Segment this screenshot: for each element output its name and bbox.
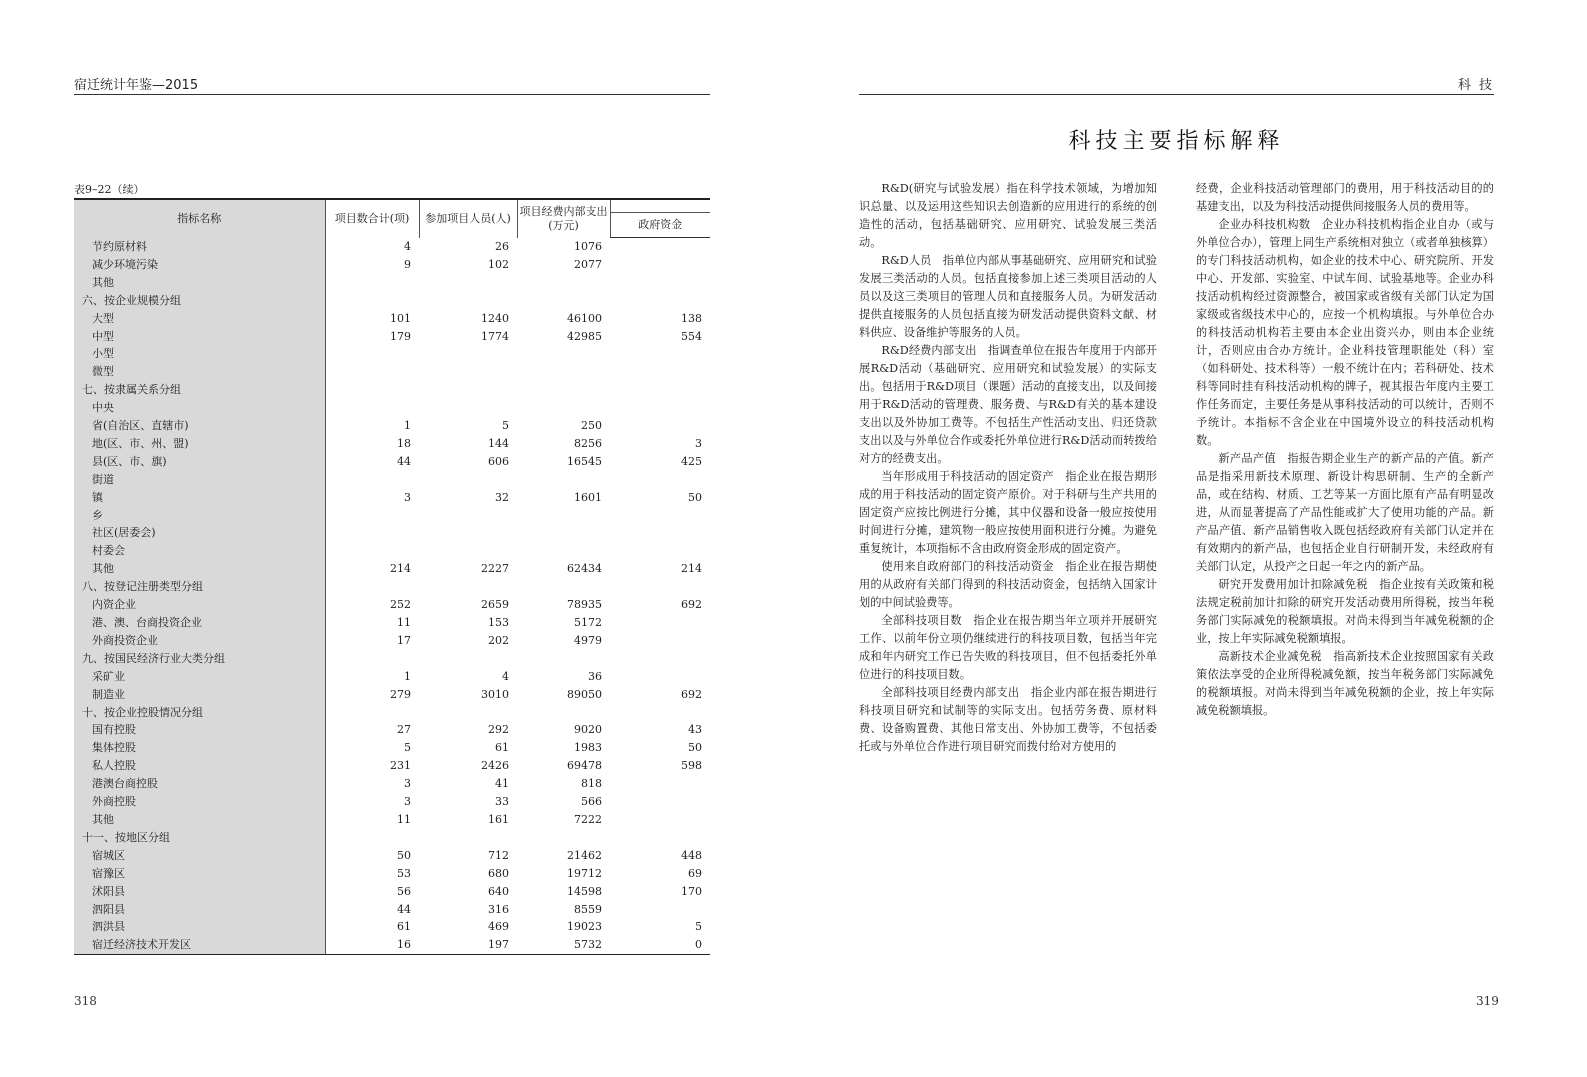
table-row bbox=[74, 847, 710, 865]
row-name: 节约原材料 bbox=[74, 238, 325, 256]
cell-personnel bbox=[419, 704, 517, 722]
cell-expenditure: 78935 bbox=[567, 598, 602, 612]
row-name: 国有控股 bbox=[74, 721, 325, 739]
table-row bbox=[74, 865, 710, 883]
table-row bbox=[74, 560, 710, 578]
cell-personnel bbox=[419, 381, 517, 399]
cell-personnel: 197 bbox=[419, 936, 517, 954]
row-name: 中型 bbox=[74, 328, 325, 346]
cell-expenditure: 1076 bbox=[574, 239, 602, 253]
definition-paragraph: 全部科技项目经费内部支出 指企业内部在报告期进行科技项目研究和试制等的实际支出。包括劳务费、原材料费、设备购置费、其他日常支出、外协加工费等，不包括委托或与外单位合作进行项目研究而拨付给对方使用的 bbox=[859, 686, 1157, 753]
cell-expenditure bbox=[517, 363, 610, 381]
page-number: 319 bbox=[1476, 994, 1499, 1008]
row-name: 其他 bbox=[74, 811, 325, 829]
cell-govt-funds bbox=[610, 345, 710, 363]
cell-projects bbox=[325, 542, 419, 560]
table-row bbox=[74, 435, 710, 453]
cell-govt-funds bbox=[610, 363, 710, 381]
cell-govt-funds: 170 bbox=[681, 884, 702, 898]
cell-expenditure bbox=[517, 507, 610, 525]
row-name: 八、按登记注册类型分组 bbox=[74, 578, 325, 596]
cell-expenditure: 89050 bbox=[567, 687, 602, 701]
cell-projects bbox=[325, 471, 419, 489]
cell-govt-funds bbox=[610, 292, 710, 310]
table-row bbox=[74, 256, 710, 274]
cell-govt-funds: 214 bbox=[681, 562, 702, 576]
cell-expenditure bbox=[517, 542, 610, 560]
definition-paragraph: 企业办科技机构数 企业办科技机构指企业自办（或与外单位合办），管理上同生产系统相对独立（或者单独核算）的专门科技活动机构，如企业的技术中心、研究院所、开发中心、开发部、实验室、中试车间、试验基地等。企业办科技活动机构经过资源整合，被国家或省级有关部门认定为国家级或省级技术中心的，应按一个机构填报。与外单位合办的科技活动机构若主要由本企业出资兴办，则由本企业统计，否则应由合办方统计。企业科技管理职能处（科）室（如科研处、技术科等）一般不统计在内；若科研处、技术科等同时挂有科技活动机构的牌子，视其报告年度内主要工作任务而定，主要任务是从事科技活动的可以统计，否则不予统计。本指标不含企业在中国境外设立的科技活动机构数。 bbox=[1196, 218, 1494, 447]
definition-paragraph: 使用来自政府部门的科技活动资金 指企业在报告期使用的从政府有关部门得到的科技活动资金，包括纳入国家计划的中间试验费等。 bbox=[859, 560, 1157, 609]
cell-expenditure: 62434 bbox=[567, 562, 602, 576]
definition-paragraph: 当年形成用于科技活动的固定资产 指企业在报告期形成的用于科技活动的固定资产原价。对于科研与生产共用的固定资产应按比例进行分摊，其中仪器和设备一般应按使用时间进行分摊，建筑物一般应按使用面积进行分摊。为避免重复统计，本项指标不含由政府资金形成的固定资产。 bbox=[859, 470, 1157, 555]
cell-projects: 53 bbox=[397, 866, 411, 880]
cell-personnel bbox=[419, 542, 517, 560]
cell-personnel: 33 bbox=[495, 795, 509, 809]
running-head: 宿迁统计年鉴—2015 bbox=[74, 74, 710, 95]
table-row bbox=[74, 775, 710, 793]
table-row bbox=[74, 489, 710, 507]
cell-govt-funds: 69 bbox=[688, 866, 702, 880]
cell-projects: 1 bbox=[404, 419, 411, 433]
cell-expenditure: 7222 bbox=[574, 812, 602, 826]
cell-personnel: 469 bbox=[488, 920, 509, 934]
cell-expenditure: 566 bbox=[581, 795, 602, 809]
cell-projects: 3 bbox=[404, 777, 411, 791]
table-row bbox=[74, 757, 710, 775]
cell-govt-funds bbox=[610, 704, 710, 722]
table-row bbox=[74, 739, 710, 757]
cell-expenditure: 69478 bbox=[567, 759, 602, 773]
cell-personnel: 41 bbox=[495, 777, 509, 791]
cell-personnel: 2227 bbox=[481, 562, 509, 576]
cell-govt-funds bbox=[610, 256, 710, 274]
cell-projects: 179 bbox=[390, 329, 411, 343]
row-name: 地(区、市、州、盟) bbox=[74, 435, 325, 453]
cell-govt-funds: 50 bbox=[688, 741, 702, 755]
cell-govt-funds bbox=[610, 274, 710, 292]
header-projects: 项目数合计(项) bbox=[325, 199, 419, 238]
cell-personnel bbox=[419, 650, 517, 668]
cell-expenditure: 250 bbox=[581, 419, 602, 433]
text-column-right bbox=[1196, 180, 1494, 720]
table-row bbox=[74, 542, 710, 560]
cell-govt-funds: 598 bbox=[681, 759, 702, 773]
table-row bbox=[74, 363, 710, 381]
cell-govt-funds: 692 bbox=[681, 687, 702, 701]
cell-projects bbox=[325, 381, 419, 399]
cell-expenditure: 1601 bbox=[574, 490, 602, 504]
row-name: 宿豫区 bbox=[74, 865, 325, 883]
cell-projects: 18 bbox=[397, 436, 411, 450]
cell-govt-funds bbox=[610, 542, 710, 560]
table-row bbox=[74, 345, 710, 363]
cell-govt-funds: 5 bbox=[695, 920, 702, 934]
table-row bbox=[74, 668, 710, 686]
row-name: 港、澳、台商投资企业 bbox=[74, 614, 325, 632]
cell-govt-funds bbox=[610, 614, 710, 632]
cell-personnel: 640 bbox=[488, 884, 509, 898]
row-name: 小型 bbox=[74, 345, 325, 363]
text-column-left bbox=[859, 180, 1157, 756]
cell-expenditure: 8559 bbox=[574, 902, 602, 916]
row-name: 九、按国民经济行业大类分组 bbox=[74, 650, 325, 668]
cell-expenditure bbox=[517, 345, 610, 363]
cell-personnel: 2426 bbox=[481, 759, 509, 773]
cell-govt-funds bbox=[610, 399, 710, 417]
row-name: 其他 bbox=[74, 560, 325, 578]
cell-projects: 3 bbox=[404, 490, 411, 504]
cell-expenditure: 19023 bbox=[567, 920, 602, 934]
row-name: 六、按企业规模分组 bbox=[74, 292, 325, 310]
table-row bbox=[74, 901, 710, 919]
cell-personnel: 202 bbox=[488, 633, 509, 647]
cell-projects: 101 bbox=[390, 311, 411, 325]
cell-personnel: 61 bbox=[495, 741, 509, 755]
table-row bbox=[74, 614, 710, 632]
table-row bbox=[74, 310, 710, 328]
row-name: 七、按隶属关系分组 bbox=[74, 381, 325, 399]
cell-govt-funds: 448 bbox=[681, 848, 702, 862]
cell-govt-funds bbox=[610, 507, 710, 525]
cell-govt-funds: 0 bbox=[610, 936, 710, 954]
cell-govt-funds bbox=[610, 632, 710, 650]
cell-personnel: 1774 bbox=[481, 329, 509, 343]
cell-expenditure: 46100 bbox=[567, 311, 602, 325]
definition-paragraph: 研究开发费用加计扣除减免税 指企业按有关政策和税法规定税前加计扣除的研究开发活动费用所得税，按当年税务部门实际减免的税额填报。对尚未得到当年减免税额的企业，按上年实际减免税额填报。 bbox=[1196, 578, 1494, 645]
cell-personnel: 4 bbox=[502, 669, 509, 683]
cell-govt-funds bbox=[610, 668, 710, 686]
cell-projects bbox=[325, 363, 419, 381]
cell-projects: 27 bbox=[397, 723, 411, 737]
cell-personnel bbox=[419, 471, 517, 489]
cell-personnel: 32 bbox=[495, 490, 509, 504]
table-row bbox=[74, 399, 710, 417]
cell-personnel bbox=[419, 507, 517, 525]
row-name: 社区(居委会) bbox=[74, 524, 325, 542]
cell-projects: 279 bbox=[390, 687, 411, 701]
cell-personnel: 2659 bbox=[481, 598, 509, 612]
table-row bbox=[74, 292, 710, 310]
table-row bbox=[74, 704, 710, 722]
cell-expenditure: 8256 bbox=[574, 436, 602, 450]
cell-expenditure: 14598 bbox=[567, 884, 602, 898]
cell-personnel bbox=[419, 829, 517, 847]
cell-projects: 214 bbox=[390, 562, 411, 576]
row-name: 泗洪县 bbox=[74, 918, 325, 936]
cell-personnel: 712 bbox=[488, 848, 509, 862]
table-row bbox=[74, 793, 710, 811]
cell-projects: 11 bbox=[397, 812, 411, 826]
cell-govt-funds: 43 bbox=[688, 723, 702, 737]
cell-govt-funds bbox=[610, 829, 710, 847]
header-indicator-name: 指标名称 bbox=[74, 199, 325, 238]
cell-expenditure: 2077 bbox=[574, 257, 602, 271]
row-name: 减少环境污染 bbox=[74, 256, 325, 274]
cell-projects: 3 bbox=[404, 795, 411, 809]
cell-expenditure: 1983 bbox=[574, 741, 602, 755]
table-row bbox=[74, 596, 710, 614]
cell-personnel bbox=[419, 292, 517, 310]
row-name: 镇 bbox=[74, 489, 325, 507]
statistics-table bbox=[74, 198, 710, 955]
cell-personnel: 292 bbox=[488, 723, 509, 737]
cell-projects: 44 bbox=[397, 454, 411, 468]
row-name: 其他 bbox=[74, 274, 325, 292]
cell-govt-funds bbox=[610, 775, 710, 793]
cell-projects bbox=[325, 829, 419, 847]
cell-personnel bbox=[419, 345, 517, 363]
cell-expenditure: 5172 bbox=[574, 616, 602, 630]
cell-govt-funds bbox=[610, 793, 710, 811]
table-row bbox=[74, 328, 710, 346]
table-body bbox=[74, 238, 710, 955]
right-page bbox=[793, 0, 1587, 1077]
cell-personnel: 144 bbox=[488, 436, 509, 450]
left-page bbox=[0, 0, 793, 1077]
cell-expenditure bbox=[517, 650, 610, 668]
cell-personnel bbox=[419, 524, 517, 542]
table-row bbox=[74, 453, 710, 471]
cell-projects: 17 bbox=[397, 633, 411, 647]
cell-personnel: 680 bbox=[488, 866, 509, 880]
row-name: 街道 bbox=[74, 471, 325, 489]
cell-govt-funds bbox=[610, 578, 710, 596]
cell-personnel: 316 bbox=[488, 902, 509, 916]
cell-govt-funds: 692 bbox=[681, 598, 702, 612]
header-expenditure: 项目经费内部支出(万元) bbox=[517, 199, 610, 238]
cell-personnel: 153 bbox=[488, 616, 509, 630]
cell-personnel bbox=[419, 399, 517, 417]
row-name: 县(区、市、旗) bbox=[74, 453, 325, 471]
row-name: 十、按企业控股情况分组 bbox=[74, 704, 325, 722]
cell-projects: 61 bbox=[397, 920, 411, 934]
row-name: 外商投资企业 bbox=[74, 632, 325, 650]
cell-projects: 50 bbox=[397, 848, 411, 862]
cell-personnel: 161 bbox=[488, 812, 509, 826]
cell-projects: 1 bbox=[404, 669, 411, 683]
row-name: 省(自治区、直辖市) bbox=[74, 417, 325, 435]
cell-projects: 56 bbox=[397, 884, 411, 898]
cell-expenditure bbox=[517, 578, 610, 596]
definition-paragraph: 新产品产值 指报告期企业生产的新产品的产值。新产品是指采用新技术原理、新设计构思研制、生产的全新产品，或在结构、材质、工艺等某一方面比原有产品有明显改进，从而显著提高了产品性能或扩大了使用功能的产品。新产品产值、新产品销售收入既包括经政府有关部门认定并在有效期内的新产品，也包括企业自行研制开发，未经政府有关部门认定，从投产之日起一年之内的新产品。 bbox=[1196, 452, 1494, 573]
table-row bbox=[74, 936, 710, 954]
definition-paragraph: R&D(研究与试验发展）指在科学技术领域，为增加知识总量、以及运用这些知识去创造新的应用进行的系统的创造性的活动，包括基础研究、应用研究、试验发展三类活动。 bbox=[859, 182, 1157, 249]
table-row bbox=[74, 632, 710, 650]
definition-paragraph: 全部科技项目数 指企业在报告期当年立项并开展研究工作、以前年份立项仍继续进行的科技项目数，包括当年完成和年内研究工作已告失败的科技项目，但不包括委托外单位进行的科技项目数。 bbox=[859, 614, 1157, 681]
row-name: 制造业 bbox=[74, 686, 325, 704]
cell-projects: 16 bbox=[325, 936, 419, 954]
table-caption: 表9–22（续） bbox=[74, 183, 145, 196]
row-name: 大型 bbox=[74, 310, 325, 328]
running-head-section: 科 技 bbox=[859, 74, 1494, 95]
cell-govt-funds bbox=[610, 811, 710, 829]
table-row bbox=[74, 238, 710, 256]
cell-projects bbox=[325, 274, 419, 292]
cell-personnel bbox=[419, 578, 517, 596]
cell-personnel bbox=[419, 274, 517, 292]
cell-projects bbox=[325, 578, 419, 596]
cell-projects: 5 bbox=[404, 741, 411, 755]
cell-expenditure: 21462 bbox=[567, 848, 602, 862]
cell-projects: 231 bbox=[390, 759, 411, 773]
page-number: 318 bbox=[74, 994, 97, 1008]
cell-projects: 11 bbox=[397, 616, 411, 630]
cell-govt-funds: 425 bbox=[681, 454, 702, 468]
row-name: 宿城区 bbox=[74, 847, 325, 865]
row-name: 宿迁经济技术开发区 bbox=[74, 936, 325, 954]
table-row bbox=[74, 811, 710, 829]
cell-projects bbox=[325, 650, 419, 668]
cell-govt-funds bbox=[610, 650, 710, 668]
table-row bbox=[74, 650, 710, 668]
definition-paragraph: 高新技术企业减免税 指高新技术企业按照国家有关政策依法享受的企业所得税减免额，按当年税务部门实际减免的税额填报。对尚未得到当年减免税额的企业，按上年实际减免税额填报。 bbox=[1196, 650, 1494, 717]
cell-expenditure: 9020 bbox=[574, 723, 602, 737]
cell-projects: 252 bbox=[390, 598, 411, 612]
cell-personnel bbox=[419, 363, 517, 381]
definition-paragraph: R&D人员 指单位内部从事基础研究、应用研究和试验发展三类活动的人员。包括直接参加上述三类项目活动的人员以及这三类项目的管理人员和直接服务人员。为研发活动提供直接服务的人员包括直接为研发活动提供资料文献、材料供应、设备维护等服务的人员。 bbox=[859, 254, 1157, 339]
continued-paragraph: 经费，企业科技活动管理部门的费用，用于科技活动目的的基建支出，以及为科技活动提供间接服务人员的费用等。 bbox=[1196, 182, 1494, 213]
table-row bbox=[74, 829, 710, 847]
table-row bbox=[74, 578, 710, 596]
cell-expenditure: 4979 bbox=[574, 633, 602, 647]
cell-projects bbox=[325, 704, 419, 722]
row-name: 村委会 bbox=[74, 542, 325, 560]
cell-expenditure: 818 bbox=[581, 777, 602, 791]
cell-expenditure: 42985 bbox=[567, 329, 602, 343]
cell-projects bbox=[325, 524, 419, 542]
header-personnel: 参加项目人员(人) bbox=[419, 199, 517, 238]
cell-projects: 4 bbox=[404, 239, 411, 253]
cell-personnel: 26 bbox=[495, 239, 509, 253]
row-name: 十一、按地区分组 bbox=[74, 829, 325, 847]
cell-govt-funds bbox=[610, 417, 710, 435]
row-name: 外商控股 bbox=[74, 793, 325, 811]
table-row bbox=[74, 918, 710, 936]
cell-govt-funds: 554 bbox=[681, 329, 702, 343]
table-row bbox=[74, 883, 710, 901]
cell-govt-funds: 50 bbox=[688, 490, 702, 504]
cell-projects bbox=[325, 507, 419, 525]
row-name: 私人控股 bbox=[74, 757, 325, 775]
table-row bbox=[74, 524, 710, 542]
row-name: 乡 bbox=[74, 507, 325, 525]
table-row bbox=[74, 417, 710, 435]
cell-expenditure: 19712 bbox=[567, 866, 602, 880]
table-row bbox=[74, 381, 710, 399]
cell-personnel: 102 bbox=[488, 257, 509, 271]
cell-expenditure bbox=[517, 292, 610, 310]
cell-govt-funds bbox=[610, 901, 710, 919]
table-row bbox=[74, 721, 710, 739]
cell-govt-funds bbox=[610, 238, 710, 256]
row-name: 集体控股 bbox=[74, 739, 325, 757]
cell-projects bbox=[325, 399, 419, 417]
row-name: 采矿业 bbox=[74, 668, 325, 686]
row-name: 沭阳县 bbox=[74, 883, 325, 901]
table-row bbox=[74, 686, 710, 704]
row-name: 中央 bbox=[74, 399, 325, 417]
cell-expenditure bbox=[517, 274, 610, 292]
cell-expenditure bbox=[517, 829, 610, 847]
cell-expenditure bbox=[517, 399, 610, 417]
cell-expenditure bbox=[517, 524, 610, 542]
cell-expenditure bbox=[517, 704, 610, 722]
section-title: 科技主要指标解释 bbox=[1068, 129, 1285, 154]
header-govt-funds: 政府资金 bbox=[610, 213, 710, 238]
cell-govt-funds: 138 bbox=[681, 311, 702, 325]
cell-expenditure: 36 bbox=[588, 669, 602, 683]
table-row bbox=[74, 471, 710, 489]
cell-projects: 9 bbox=[404, 257, 411, 271]
row-name: 内资企业 bbox=[74, 596, 325, 614]
cell-expenditure bbox=[517, 381, 610, 399]
cell-personnel: 3010 bbox=[481, 687, 509, 701]
cell-projects bbox=[325, 345, 419, 363]
cell-personnel: 1240 bbox=[481, 311, 509, 325]
cell-personnel: 5 bbox=[502, 419, 509, 433]
cell-govt-funds bbox=[610, 381, 710, 399]
table-row bbox=[74, 274, 710, 292]
cell-projects bbox=[325, 292, 419, 310]
cell-projects: 44 bbox=[397, 902, 411, 916]
cell-expenditure: 16545 bbox=[567, 454, 602, 468]
cell-govt-funds bbox=[610, 524, 710, 542]
row-name: 微型 bbox=[74, 363, 325, 381]
definition-paragraph: R&D经费内部支出 指调查单位在报告年度用于内部开展R&D活动（基础研究、应用研究和试验发展）的实际支出。包括用于R&D项目（课题）活动的直接支出，以及间接用于R&D活动的管理费、服务费、与R&D有关的基本建设支出以及外协加工费等。不包括生产性活动支出、归还贷款支出以及与外单位合作或委托外单位进行R&D活动而转拨给对方的经费支出。 bbox=[859, 344, 1157, 465]
row-name: 港澳台商控股 bbox=[74, 775, 325, 793]
table-row bbox=[74, 507, 710, 525]
row-name: 泗阳县 bbox=[74, 901, 325, 919]
cell-personnel: 606 bbox=[488, 454, 509, 468]
cell-expenditure bbox=[517, 471, 610, 489]
cell-expenditure: 5732 bbox=[517, 936, 610, 954]
cell-govt-funds bbox=[610, 471, 710, 489]
cell-govt-funds: 3 bbox=[695, 436, 702, 450]
